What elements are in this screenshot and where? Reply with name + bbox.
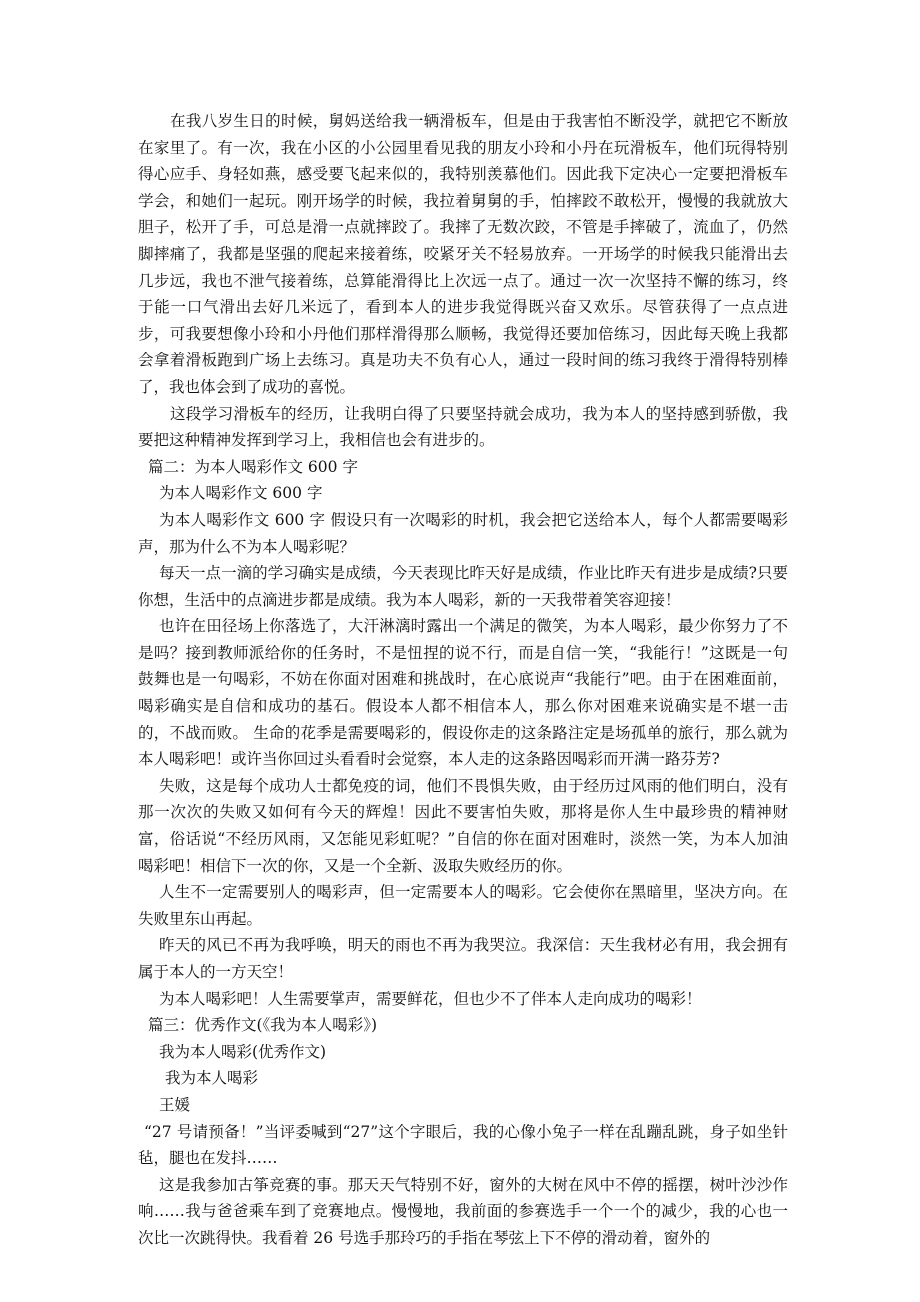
paragraph-confidence: 也许在田径场上你落选了，大汗淋漓时露出一个满足的微笑，为本人喝彩，最少你努力了不是吗？接到教师派给你的任务时，不是忸捏的说不行，而是自信一笑，“我能行！”这既是一句鼓舞也是一句喝彩，不妨在你面对困难和挑战时，在心底说声“我能行”吧。由于在困难面前，喝彩确实是自信和成功的基石。假设本人都不相信本人，那么你对困难来说确实是不堪一击的，不战而败。 生命的花季是需要喝彩的，假设你走的这条路注定是场孤单的旅行，那么就为本人喝彩吧！或许当你回过头看看时会觉察，本人走的这条路因喝彩而开满一路芬芳? bbox=[138, 617, 788, 769]
paragraph-part-two-intro: 为本人喝彩作文 600 字 假设只有一次喝彩的时机，我会把它送给本人，每个人都需要喝彩声，那为什么不为本人喝彩呢？ bbox=[138, 510, 788, 556]
document-page bbox=[138, 108, 788, 1252]
paragraph-skateboard-conclusion: 这段学习滑板车的经历，让我明白得了只要坚持就会成功，我为本人的坚持感到骄傲，我要把这种精神发挥到学习上，我相信也会有进步的。 bbox=[138, 404, 788, 450]
paragraph-guzheng-competition: 这是我参加古筝竞赛的事。那天天气特别不好，窗外的大树在风中不停的摇摆，树叶沙沙作响……我与爸爸乘车到了竞赛地点。慢慢地，我前面的参赛选手一个一个的减少，我的心也一次比一次跳得快。我看着 26 号选手那玲巧的手指在琴弦上下不停的滑动着，窗外的 bbox=[138, 1175, 788, 1247]
essay-author: 王媛 bbox=[159, 1095, 191, 1114]
paragraph-self-cheer: 人生不一定需要别人的喝彩声，但一定需要本人的喝彩。它会使你在黑暗里，坚决方向。在失败里东山再起。 bbox=[138, 883, 788, 928]
essay-title-part-two: 为本人喝彩作文 600 字 bbox=[159, 484, 323, 503]
paragraph-yesterday-wind: 昨天的风已不再为我呼唤，明天的雨也不再为我哭泣。我深信：天生我材必有用，我会拥有属于本人的一方天空！ bbox=[138, 936, 788, 981]
paragraph-failure: 失败，这是每个成功人士都免疫的词，他们不畏惧失败，由于经历过风雨的他们明白，没有那一次次的失败又如何有今天的辉煌！因此不要害怕失败，那将是你人生中最珍贵的精神财富，俗话说“不经历风雨，又怎能见彩虹呢？”自信的你在面对困难时，淡然一笑，为本人加油喝彩吧！相信下一次的你，又是一个全新、汲取失败经历的你。 bbox=[138, 776, 788, 875]
section-heading-part-three: 篇三：优秀作文(《我为本人喝彩》) bbox=[148, 1016, 378, 1035]
paragraph-skateboard-story: 在我八岁生日的时候，舅妈送给我一辆滑板车，但是由于我害怕不断没学，就把它不断放在家里了。有一次，我在小区的小公园里看见我的朋友小玲和小丹在玩滑板车，他们玩得特别得心应手、身轻如燕，感受要飞起来似的，我特别羡慕他们。因此我下定决心一定要把滑板车学会，和她们一起玩。刚开场学的时候，我拉着舅舅的手，怕摔跤不敢松开，慢慢的我就放大胆子，松开了手，可总是滑一点就摔跤了。我摔了无数次跤，不管是手摔破了，流血了，仍然脚摔痛了，我都是坚强的爬起来接着练，咬紧牙关不轻易放弃。一开场学的时候我只能滑出去几步远，我也不泄气接着练，总算能滑得比上次远一点了。通过一次一次坚持不懈的练习，终于能一口气滑出去好几米远了，看到本人的进步我觉得既兴奋又欢乐。尽管获得了一点点进步，可我要想像小玲和小丹他们那样滑得那么顺畅，我觉得还要加倍练习，因此每天晚上我都会拿着滑板跑到广场上去练习。真是功夫不负有心人，通过一段时间的练习我终于滑得特别棒了，我也体会到了成功的喜悦。 bbox=[138, 112, 788, 396]
paragraph-daily-progress: 每天一点一滴的学习确实是成绩，今天表现比昨天好是成绩，作业比昨天有进步是成绩?只要你想，生活中的点滴进步都是成绩。我为本人喝彩，新的一天我带着笑容迎接！ bbox=[138, 564, 788, 609]
essay-subtitle-part-three: 我为本人喝彩 bbox=[165, 1069, 259, 1088]
essay-title-part-three: 我为本人喝彩(优秀作文) bbox=[159, 1042, 327, 1061]
section-heading-part-two: 篇二：为本人喝彩作文 600 字 bbox=[148, 457, 358, 476]
paragraph-competition-start: “27 号请预备！”当评委喊到“27”这个字眼后，我的心像小兔子一样在乱蹦乱跳，身子如坐针毡，腿也在发抖…… bbox=[138, 1122, 788, 1168]
paragraph-cheer-yourself: 为本人喝彩吧！人生需要掌声，需要鲜花，但也少不了伴本人走向成功的喝彩！ bbox=[159, 989, 702, 1008]
